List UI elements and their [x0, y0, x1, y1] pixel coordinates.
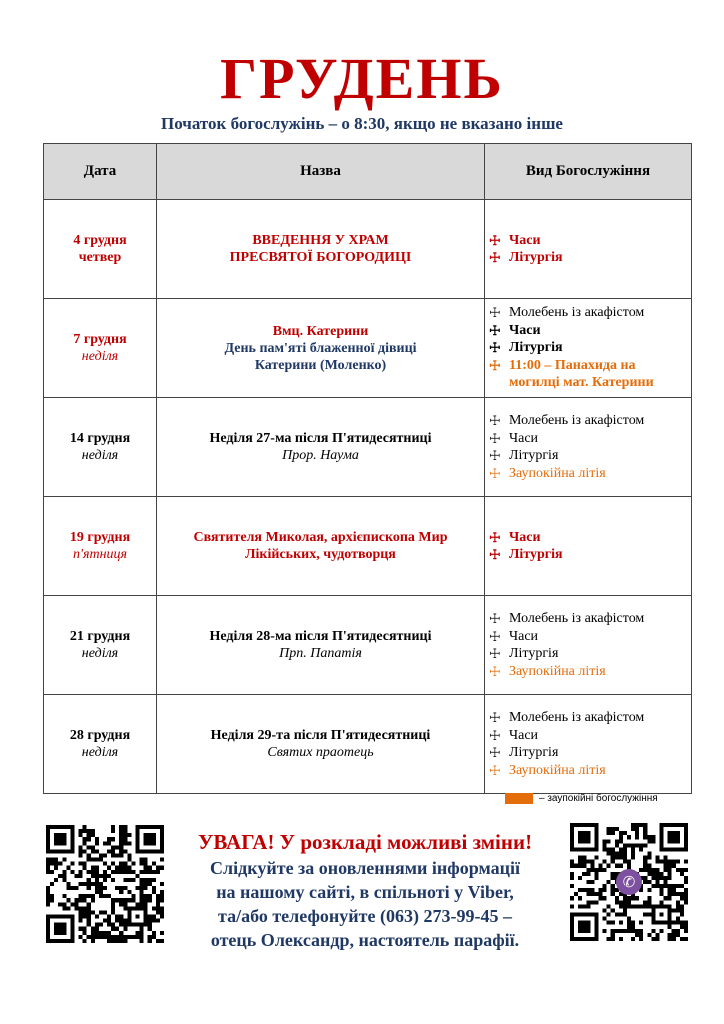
service-item — [489, 663, 687, 681]
service-item — [489, 430, 687, 448]
service-item — [489, 762, 687, 780]
service-item — [489, 744, 687, 762]
schedule-table — [43, 143, 692, 794]
feast-subtitle: Прп. Папатія — [279, 646, 362, 661]
feast-subtitle: Святих праотець — [267, 745, 374, 760]
column-header-name: Назва — [157, 144, 485, 200]
service-text: Літургія — [509, 646, 559, 661]
service-text: Часи — [509, 628, 539, 644]
service-text: Заупокійна літія — [509, 762, 606, 778]
day-text: неділя — [81, 448, 119, 463]
service-item — [489, 322, 687, 340]
service-text: Часи — [509, 727, 539, 743]
cross-icon: ☩ — [489, 465, 501, 481]
viber-icon: ✆ — [616, 869, 642, 895]
cross-icon: ☩ — [489, 357, 501, 373]
service-cell — [485, 497, 692, 596]
legend — [505, 793, 658, 804]
service-cell — [485, 200, 692, 299]
table-header-row — [44, 144, 692, 200]
table-row — [44, 695, 692, 794]
cross-icon: ☩ — [489, 250, 501, 265]
service-item — [489, 645, 687, 663]
service-text: Літургія — [509, 340, 563, 356]
feast-name-line: Святителя Миколая, архієпископа Мир — [193, 530, 448, 545]
day-text: п'ятниця — [72, 547, 128, 562]
feast-name-line: День пам'яті блаженної дівиці — [224, 340, 417, 356]
service-item — [489, 709, 687, 727]
service-item — [489, 529, 687, 547]
date-text: 7 грудня — [73, 332, 127, 347]
feast-name-line: Неділя 29-та після П'ятидесятниці — [210, 728, 431, 743]
feast-name-line: Неділя 28-ма після П'ятидесятниці — [209, 629, 432, 644]
cross-icon: ☩ — [489, 305, 501, 321]
notice-line: на нашому сайті, в спільноті у Viber, — [216, 882, 514, 902]
date-text: 28 грудня — [69, 728, 131, 743]
viber-qr-block[interactable] — [570, 823, 688, 941]
service-item — [489, 412, 687, 430]
cross-icon: ☩ — [489, 646, 501, 661]
feast-name-line: Лікійських, чудотворця — [245, 547, 396, 562]
service-item — [489, 546, 687, 564]
day-text: четвер — [78, 250, 122, 265]
column-header-service: Вид Богослужіння — [485, 144, 692, 200]
cross-icon: ☩ — [489, 529, 501, 545]
service-text: Часи — [509, 322, 541, 338]
feast-name-cell — [157, 695, 485, 794]
date-text: 14 грудня — [69, 431, 131, 446]
service-item — [489, 357, 687, 392]
feast-name-line: Неділя 27-ма після П'ятидесятниці — [209, 431, 432, 446]
feast-name-line: Катерини (Моленко) — [254, 357, 387, 373]
cross-icon: ☩ — [489, 448, 501, 463]
feast-name-line: ПРЕСВЯТОЇ БОГОРОДИЦІ — [229, 250, 412, 265]
service-text: Літургія — [509, 745, 559, 760]
date-cell — [44, 299, 157, 398]
service-text: Молебень із акафістом — [509, 611, 645, 626]
cross-icon: ☩ — [489, 663, 501, 679]
date-cell — [44, 398, 157, 497]
date-text: 19 грудня — [69, 530, 131, 545]
service-text: Часи — [509, 232, 541, 248]
legend-swatch — [505, 793, 533, 804]
feast-name-line: ВВЕДЕННЯ У ХРАМ — [252, 233, 389, 248]
service-item — [489, 232, 687, 250]
service-item — [489, 610, 687, 628]
cross-icon: ☩ — [489, 727, 501, 743]
date-cell — [44, 200, 157, 299]
cross-icon: ☩ — [489, 710, 501, 725]
cross-icon: ☩ — [489, 547, 501, 562]
service-item — [489, 628, 687, 646]
feast-name-cell — [157, 398, 485, 497]
warning-text: УВАГА! У розкладі можливі зміни! — [197, 830, 533, 854]
cross-icon: ☩ — [489, 745, 501, 760]
service-text: Літургія — [509, 250, 563, 265]
notice-block — [175, 828, 555, 952]
table-row — [44, 200, 692, 299]
service-text: Літургія — [509, 448, 559, 463]
date-cell — [44, 596, 157, 695]
date-text: 21 грудня — [69, 629, 131, 644]
table-row — [44, 398, 692, 497]
service-text: 11:00 – Панахида на могилці мат. Катерини — [509, 357, 654, 391]
service-cell — [485, 695, 692, 794]
service-text: Часи — [509, 529, 541, 545]
date-text: 4 грудня — [73, 233, 127, 248]
feast-name-cell — [157, 497, 485, 596]
day-text: неділя — [81, 745, 119, 760]
cross-icon: ☩ — [489, 762, 501, 778]
feast-name-cell — [157, 200, 485, 299]
service-cell — [485, 398, 692, 497]
feast-name-cell — [157, 596, 485, 695]
notice-line: та/або телефонуйте (063) 273-99-45 – — [218, 906, 512, 926]
service-cell — [485, 299, 692, 398]
service-item — [489, 727, 687, 745]
service-text: Молебень із акафістом — [509, 710, 645, 725]
cross-icon: ☩ — [489, 611, 501, 626]
table-row — [44, 596, 692, 695]
notice-line: Слідкуйте за оновленнями інформації — [210, 858, 520, 878]
qr-code-icon[interactable] — [46, 825, 164, 943]
cross-icon: ☩ — [489, 430, 501, 446]
day-text: неділя — [81, 646, 119, 661]
service-item — [489, 447, 687, 465]
service-cell — [485, 596, 692, 695]
legend-text: – заупокійні богослужіння — [539, 793, 658, 804]
feast-subtitle: Прор. Наума — [282, 448, 359, 463]
service-text: Молебень із акафістом — [509, 305, 645, 321]
service-item — [489, 465, 687, 483]
feast-name-cell — [157, 299, 485, 398]
service-item — [489, 249, 687, 267]
table-row — [44, 299, 692, 398]
service-text: Молебень із акафістом — [509, 413, 645, 428]
day-text: неділя — [81, 349, 119, 364]
notice-line: отець Олександр, настоятель парафії. — [210, 930, 520, 950]
table-row — [44, 497, 692, 596]
column-header-date: Дата — [44, 144, 157, 200]
service-item — [489, 339, 687, 357]
cross-icon: ☩ — [489, 322, 501, 338]
cross-icon: ☩ — [489, 628, 501, 644]
page-subtitle: Початок богослужінь – о 8:30, якщо не вказано інше — [161, 114, 563, 133]
date-cell — [44, 497, 157, 596]
service-text: Заупокійна літія — [509, 663, 606, 679]
cross-icon: ☩ — [489, 232, 501, 248]
service-item — [489, 304, 687, 322]
page-title: ГРУДЕНЬ — [220, 46, 504, 111]
cross-icon: ☩ — [489, 340, 501, 356]
date-cell — [44, 695, 157, 794]
service-text: Літургія — [509, 547, 563, 562]
service-text: Часи — [509, 430, 539, 446]
cross-icon: ☩ — [489, 413, 501, 428]
service-text: Заупокійна літія — [509, 465, 606, 481]
feast-name-line: Вмц. Катерини — [272, 323, 369, 339]
